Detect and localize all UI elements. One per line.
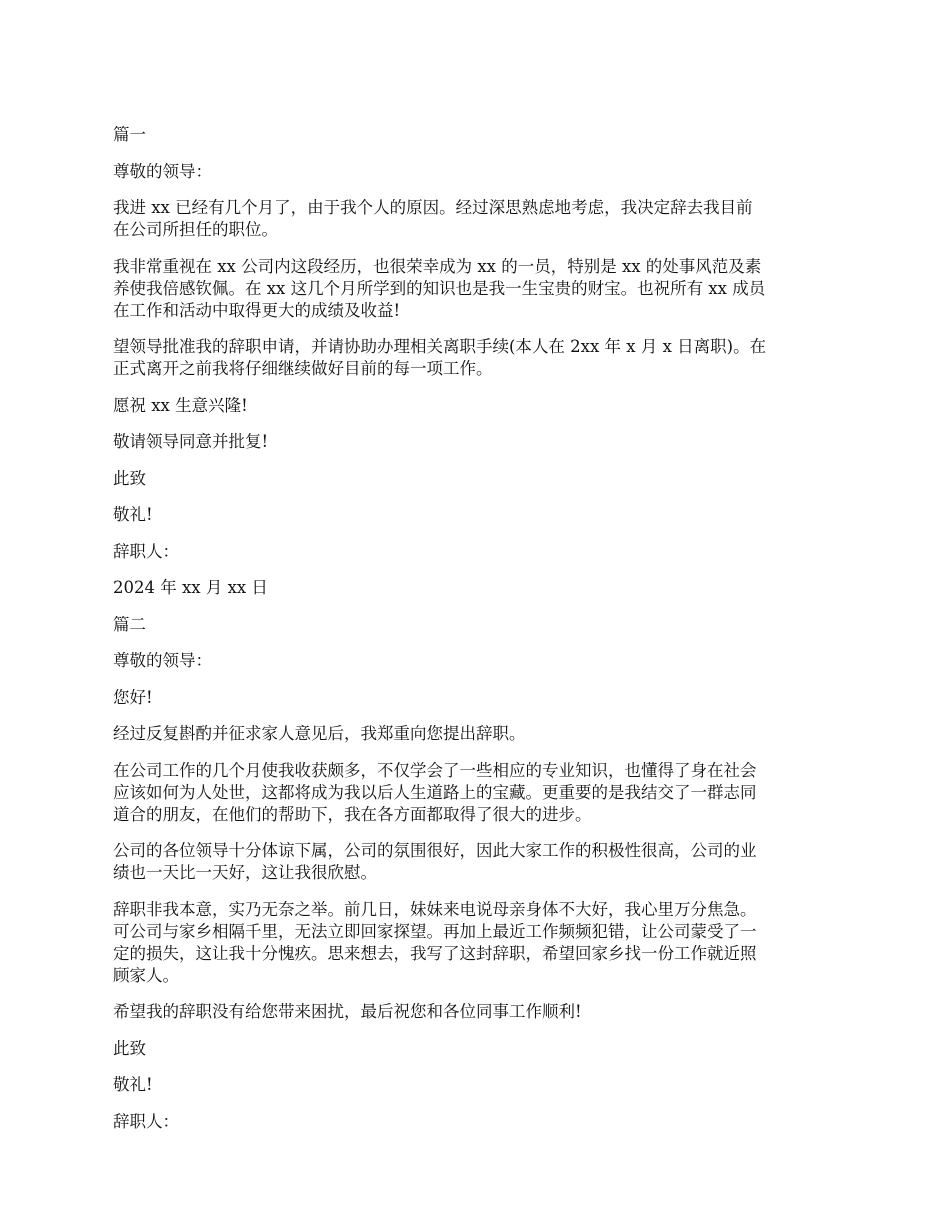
text-line: 望领导批准我的辞职申请，并请协助办理相关离职手续(本人在 2xx 年 x 月 x 日离职)。在 [113,337,767,356]
text-line: 在工作和活动中取得更大的成绩及收益! [113,300,401,320]
greeting-line: 您好! [113,687,153,707]
closing-line-1: 此致 [113,468,146,488]
text-line: 可公司与家乡相隔千里，无法立即回家探望。再加上最近工作频频犯错，让公司蒙受了一 [113,921,757,941]
paragraph-2-1: 经过反复斟酌并征求家人意见后，我郑重向您提出辞职。 [113,724,526,743]
text-line: 我非常重视在 xx 公司内这段经历，也很荣幸成为 xx 的一员，特别是 xx 的处事风范及素 [113,256,762,276]
paragraph-2-3 [113,840,843,884]
signer-line-2: 辞职人： [113,1111,179,1131]
closing-line-2: 敬礼! [113,505,153,524]
signer-line-1: 辞职人： [113,541,179,561]
text-line: 绩也一天比一天好，这让我很欣慰。 [113,863,377,882]
text-line: 养使我倍感钦佩。在 xx 这几个月所学到的知识也是我一生宝贵的财宝。也祝所有 xx 成员 [113,278,766,298]
paragraph-1-2 [113,256,843,322]
paragraph-1-1 [113,197,843,241]
paragraph-2-5: 希望我的辞职没有给您带来困扰，最后祝您和各位同事工作顺利! [113,1002,582,1021]
request-line: 敬请领导同意并批复! [113,432,269,451]
text-line: 公司的各位领导十分体谅下属，公司的氛围很好，因此大家工作的积极性很高，公司的业 [113,841,757,860]
closing-line-4: 敬礼! [113,1075,153,1094]
text-line: 辞职非我本意，实乃无奈之举。前几日，妹妹来电说母亲身体不大好，我心里万分焦急。 [113,899,757,919]
paragraph-2-4 [113,899,843,987]
closing-line-3: 此致 [113,1038,146,1058]
text-line: 正式离开之前我将仔细继续做好目前的每一项工作。 [113,359,493,378]
text-line: 在公司所担任的职位。 [113,220,278,239]
paragraph-2-2 [113,760,843,826]
text-line: 道合的朋友，在他们的帮助下，我在各方面都取得了很大的进步。 [113,804,592,824]
salutation-1: 尊敬的领导： [113,161,212,181]
paragraph-1-3 [113,336,843,380]
text-line: 顾家人。 [113,965,179,985]
salutation-2: 尊敬的领导： [113,651,212,670]
text-line: 在公司工作的几个月使我收获颇多，不仅学会了一些相应的专业知识，也懂得了身在社会 [113,760,757,780]
section-heading-1: 篇一 [113,125,146,144]
text-line: 应该如何为人处世，这都将成为我以后人生道路上的宝藏。更重要的是我结交了一群志同 [113,782,757,802]
wish-line: 愿祝 xx 生意兴隆! [113,395,248,415]
document-page [113,124,843,1147]
section-heading-2: 篇二 [113,614,146,634]
text-line: 我进 xx 已经有几个月了，由于我个人的原因。经过深思熟虑地考虑，我决定辞去我目前 [113,198,753,217]
text-line: 定的损失，这让我十分愧疚。思来想去，我写了这封辞职，希望回家乡找一份工作就近照 [113,943,757,963]
date-line: 2024 年 xx 月 xx 日 [113,578,268,597]
